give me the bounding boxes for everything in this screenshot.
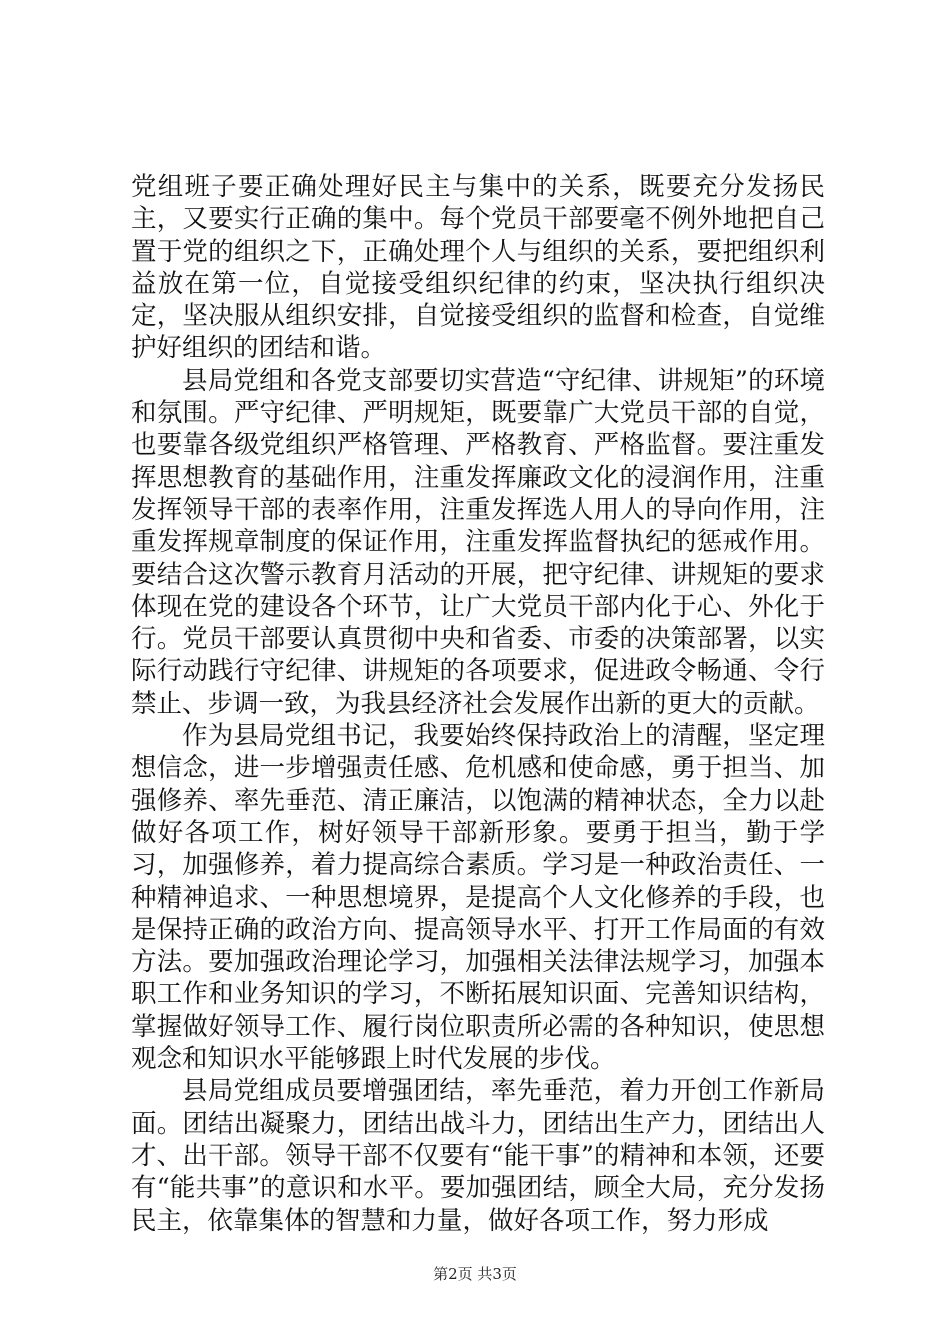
- paragraph-2: 县局党组和各党支部要切实营造“守纪律、讲规矩”的环境和氛围。严守纪律、严明规矩，既要靠广大党员干部的自觉，也要靠各级党组织严格管理、严格教育、严格监督。要注重发挥思想教育的基础作用，注重发挥廉政文化的浸润作用，注重发挥领导干部的表率作用，注重发挥选人用人的导向作用，注重发挥规章制度的保证作用，注重发挥监督执纪的惩戒作用。要结合这次警示教育月活动的开展，把守纪律、讲规矩的要求体现在党的建设各个环节，让广大党员干部内化于心、外化于行。党员干部要认真贯彻中央和省委、市委的决策部署，以实际行动践行守纪律、讲规矩的各项要求，促进政令畅通、令行禁止、步调一致，为我县经济社会发展作出新的更大的贡献。: [131, 365, 825, 719]
- paragraph-4: 县局党组成员要增强团结，率先垂范，着力开创工作新局面。团结出凝聚力，团结出战斗力，团结出生产力，团结出人才、出干部。领导干部不仅要有“能干事”的精神和本领，还要有“能共事”的意识和水平。要加强团结，顾全大局，充分发扬民主，依靠集体的智慧和力量，做好各项工作，努力形成: [131, 1076, 825, 1236]
- page-number-footer: 第2页 共3页: [433, 1265, 517, 1283]
- paragraph-3: 作为县局党组书记，我要始终保持政治上的清醒，坚定理想信念，进一步增强责任感、危机感和使命感，勇于担当、加强修养、率先垂范、清正廉洁，以饱满的精神状态，全力以赴做好各项工作，树好领导干部新形象。要勇于担当，勤于学习，加强修养，着力提高综合素质。学习是一种政治责任、一种精神追求、一种思想境界，是提高个人文化修养的手段，也是保持正确的政治方向、提高领导水平、打开工作局面的有效方法。要加强政治理论学习，加强相关法律法规学习，加强本职工作和业务知识的学习，不断拓展知识面、完善知识结构，掌握做好领导工作、履行岗位职责所必需的各种知识，使思想观念和知识水平能够跟上时代发展的步伐。: [131, 721, 825, 1075]
- paragraph-1: 党组班子要正确处理好民主与集中的关系，既要充分发扬民主，又要实行正确的集中。每个党员干部要毫不例外地把自己置于党的组织之下，正确处理个人与组织的关系，要把组织利益放在第一位，自觉接受组织纪律的约束，坚决执行组织决定，坚决服从组织安排，自觉接受组织的监督和检查，自觉维护好组织的团结和谐。: [131, 172, 825, 364]
- document-body: [131, 171, 825, 1237]
